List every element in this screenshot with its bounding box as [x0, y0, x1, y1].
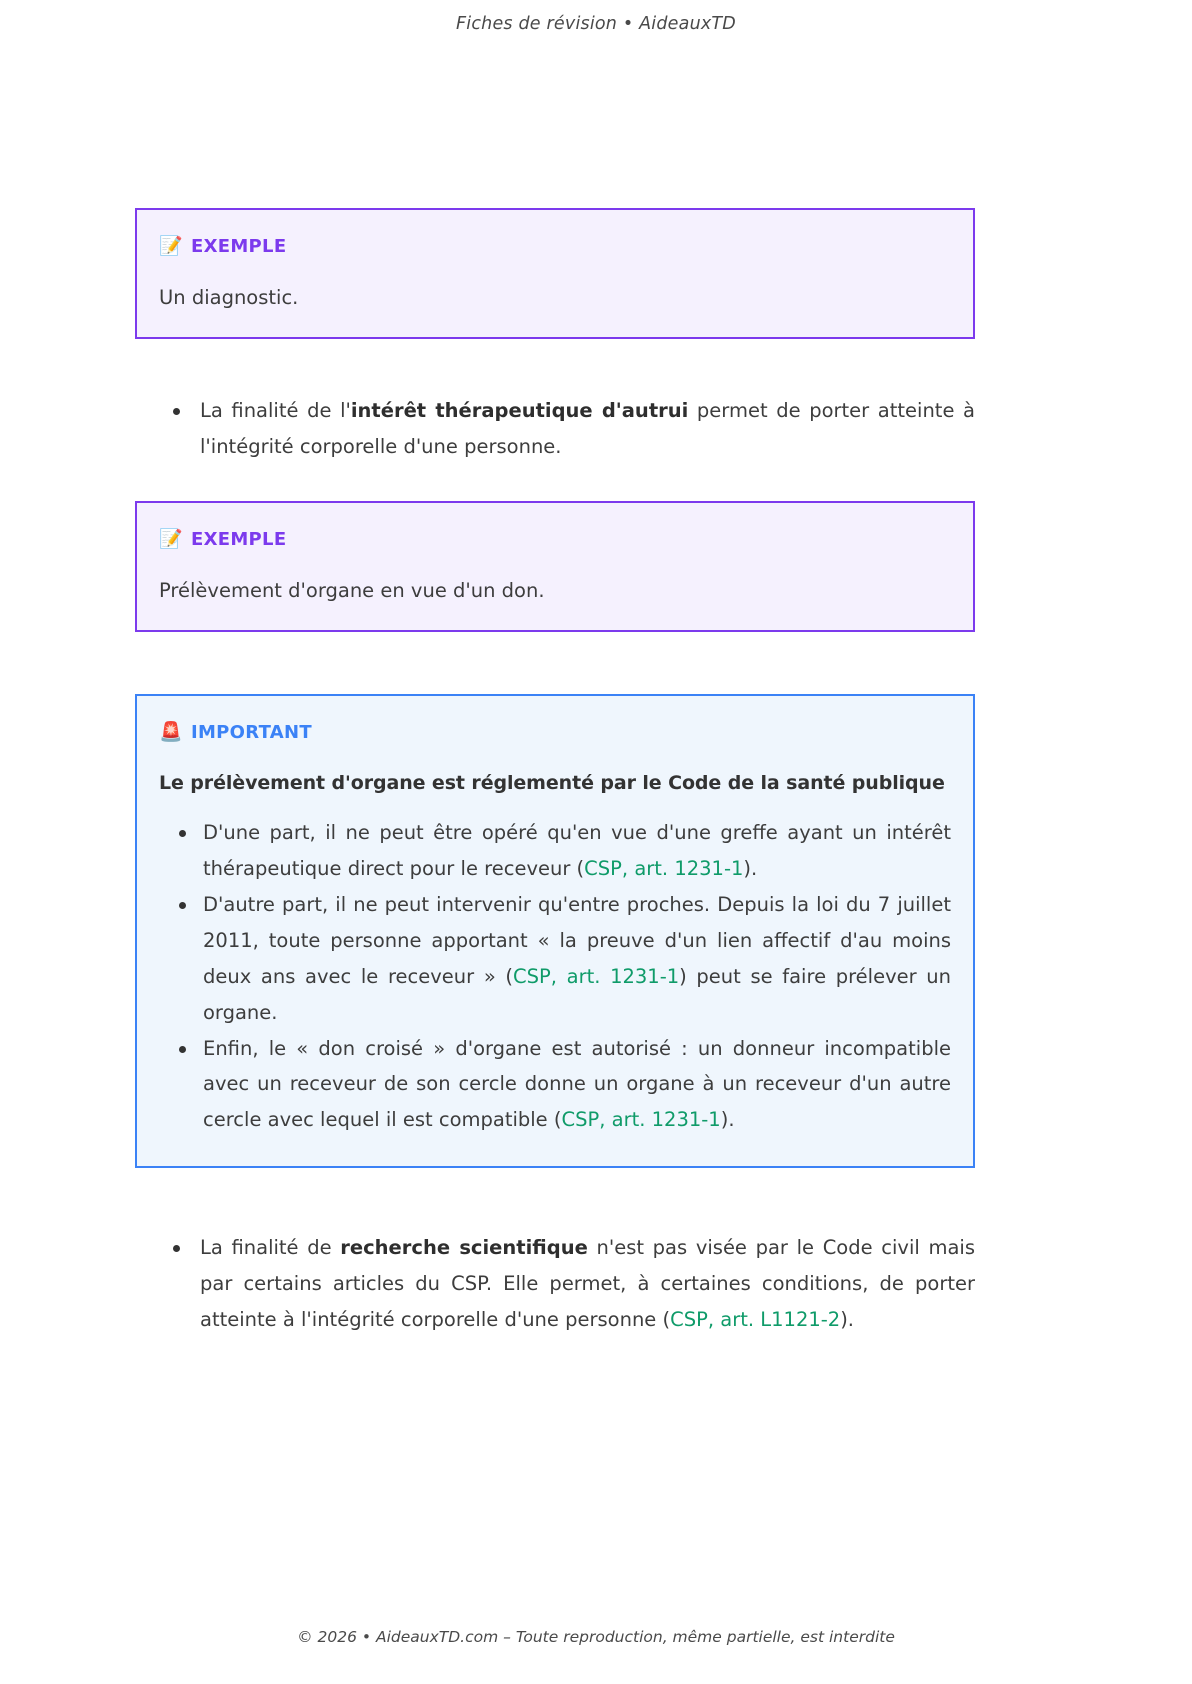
- legal-reference: CSP, art. L1121-2: [670, 1307, 841, 1331]
- item-text-1: Enfin, le « don croisé » d'organe est autorisé : un donneur incompatible avec un receveur de son cercle donne un organe à un receveur d'un autre cercle avec lequel il est compatible (: [203, 1036, 951, 1132]
- callout-example-1: [135, 208, 975, 339]
- item-text-1: D'autre part, il ne peut intervenir qu'entre proches. Depuis la loi du 7 juillet 2011, toute personne apportant « la preuve d'un lien affectif d'au moins deux ans avec le receveur » (: [203, 893, 951, 988]
- item-text-2: ).: [720, 1108, 735, 1132]
- callout-heading-important: Le prélèvement d'organe est réglementé par le Code de la santé publique: [159, 771, 945, 794]
- legal-reference: CSP, art. 1231-1: [584, 857, 744, 881]
- callout-label-text: EXEMPLE: [190, 236, 287, 257]
- spacer: [135, 339, 975, 393]
- siren-icon: 🚨: [159, 720, 183, 743]
- memo-icon: 📝: [159, 527, 183, 550]
- callout-label-text: EXEMPLE: [190, 528, 287, 550]
- callout-label-example-1: [159, 236, 951, 257]
- bullet-2-text-middle: n'est pas visée par le Code civil mais par certains articles du CSP. Elle permet, à certaines conditions, de porter atteinte à l'intégrité corporelle d'une personne (: [200, 1236, 975, 1331]
- item-text-1: D'une part, il ne peut être opéré qu'en vue d'une greffe ayant un intérêt thérapeutique direct pour le receveur (: [203, 821, 951, 881]
- document-content: [135, 208, 975, 1339]
- callout-body-example-2: Prélèvement d'organe en vue d'un don.: [159, 578, 545, 602]
- callout-important: [135, 694, 975, 1168]
- bullet-list-2: [135, 1230, 975, 1337]
- table-row: [159, 1031, 951, 1139]
- item-text-2: ).: [743, 857, 758, 881]
- callout-body-example-1: Un diagnostic.: [159, 286, 299, 309]
- table-row: [159, 815, 951, 887]
- bullet-1-text-before: La finalité de l': [200, 399, 351, 423]
- table-row: [159, 887, 951, 1031]
- page-footer: © 2026 • AideauxTD.com – Toute reproduction, même partielle, est interdite: [297, 1628, 895, 1646]
- item-text-2: ) peut se faire prélever un organe.: [203, 964, 952, 1024]
- list-item: [135, 1230, 975, 1337]
- bullet-2-bold: recherche scientifique: [340, 1236, 588, 1260]
- spacer: [135, 467, 975, 501]
- bullet-1-text-after: permet de porter atteinte à l'intégrité corporelle d'une personne.: [200, 399, 975, 458]
- spacer: [135, 632, 975, 694]
- legal-reference: CSP, art. 1231-1: [513, 964, 680, 988]
- list-item: [135, 393, 975, 464]
- bullet-2-text-before: La finalité de: [200, 1236, 341, 1260]
- page-header: Fiches de révision • AideauxTD: [456, 14, 736, 34]
- spacer: [135, 1168, 975, 1230]
- bullet-2-text-after: ).: [840, 1307, 855, 1331]
- callout-label-text: IMPORTANT: [190, 721, 312, 743]
- memo-icon: 📝: [159, 235, 183, 257]
- callout-example-2: [135, 501, 975, 632]
- legal-reference: CSP, art. 1231-1: [561, 1108, 721, 1132]
- bullet-1-bold: intérêt thérapeutique d'autrui: [350, 399, 689, 423]
- important-bullet-list: [159, 815, 951, 1138]
- callout-label-important: [159, 722, 951, 743]
- callout-label-example-2: [159, 529, 951, 550]
- bullet-list-1: [135, 393, 975, 464]
